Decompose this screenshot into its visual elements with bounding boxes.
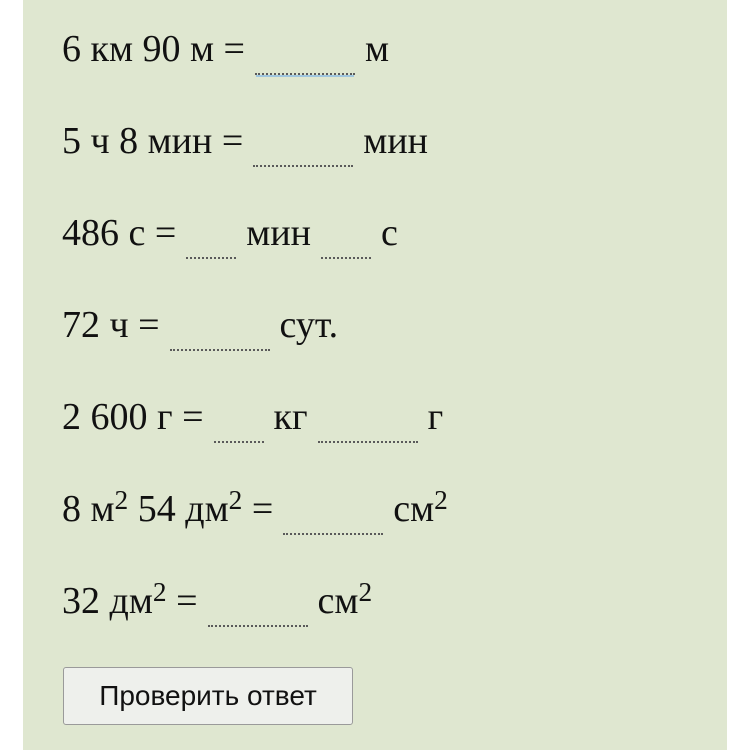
unit-cm: см (317, 580, 359, 622)
answer-field-meters[interactable] (255, 43, 355, 75)
answer-field-days[interactable] (170, 319, 270, 351)
row-expression (62, 576, 198, 623)
value-dm2: 32 дм (62, 580, 153, 622)
unit-label: г (427, 396, 444, 438)
answer-field-kilograms[interactable] (214, 411, 264, 443)
superscript: 2 (358, 576, 373, 607)
row-expression: 2 600 г = (62, 396, 204, 438)
answer-field-minutes[interactable] (253, 135, 353, 167)
row-expression: 72 ч = (62, 304, 160, 346)
exercise-panel (23, 0, 727, 750)
conversion-row-h-days (62, 303, 338, 359)
answer-field-minutes[interactable] (186, 227, 236, 259)
conversion-row-h-min (62, 119, 428, 175)
unit-label: сут. (279, 304, 339, 346)
conversion-row-dm2-cm2 (62, 576, 373, 635)
conversion-row-g-kg-g (62, 395, 443, 451)
unit-label: кг (273, 396, 308, 438)
superscript: 2 (152, 576, 167, 607)
equals-sign: = (176, 580, 198, 622)
superscript: 2 (228, 484, 243, 515)
equals-sign: = (251, 488, 274, 530)
answer-field-cm2[interactable] (283, 503, 383, 535)
row-expression: 5 ч 8 мин = (62, 120, 244, 162)
superscript: 2 (434, 484, 448, 515)
answer-field-seconds[interactable] (321, 227, 371, 259)
answer-field-grams[interactable] (318, 411, 418, 443)
superscript: 2 (114, 484, 129, 515)
value-dm2: 54 дм (137, 488, 229, 530)
conversion-row-m2-dm2-cm2 (62, 484, 448, 543)
answer-field-cm2[interactable] (208, 595, 308, 627)
conversion-row-km-m (62, 27, 389, 83)
unit-label: мин (246, 212, 312, 254)
row-expression: 486 с = (62, 212, 177, 254)
unit-label: м (365, 28, 390, 70)
value-m2: 8 м (62, 488, 115, 530)
unit-label (393, 484, 448, 531)
unit-cm: см (393, 488, 435, 530)
unit-label: с (381, 212, 398, 254)
conversion-row-s-min-s (62, 211, 398, 267)
unit-label: мин (363, 120, 428, 162)
check-answer-button[interactable]: Проверить ответ (63, 667, 353, 725)
row-expression: 6 км 90 м = (62, 28, 245, 70)
unit-label (317, 576, 373, 623)
row-expression (62, 484, 274, 531)
